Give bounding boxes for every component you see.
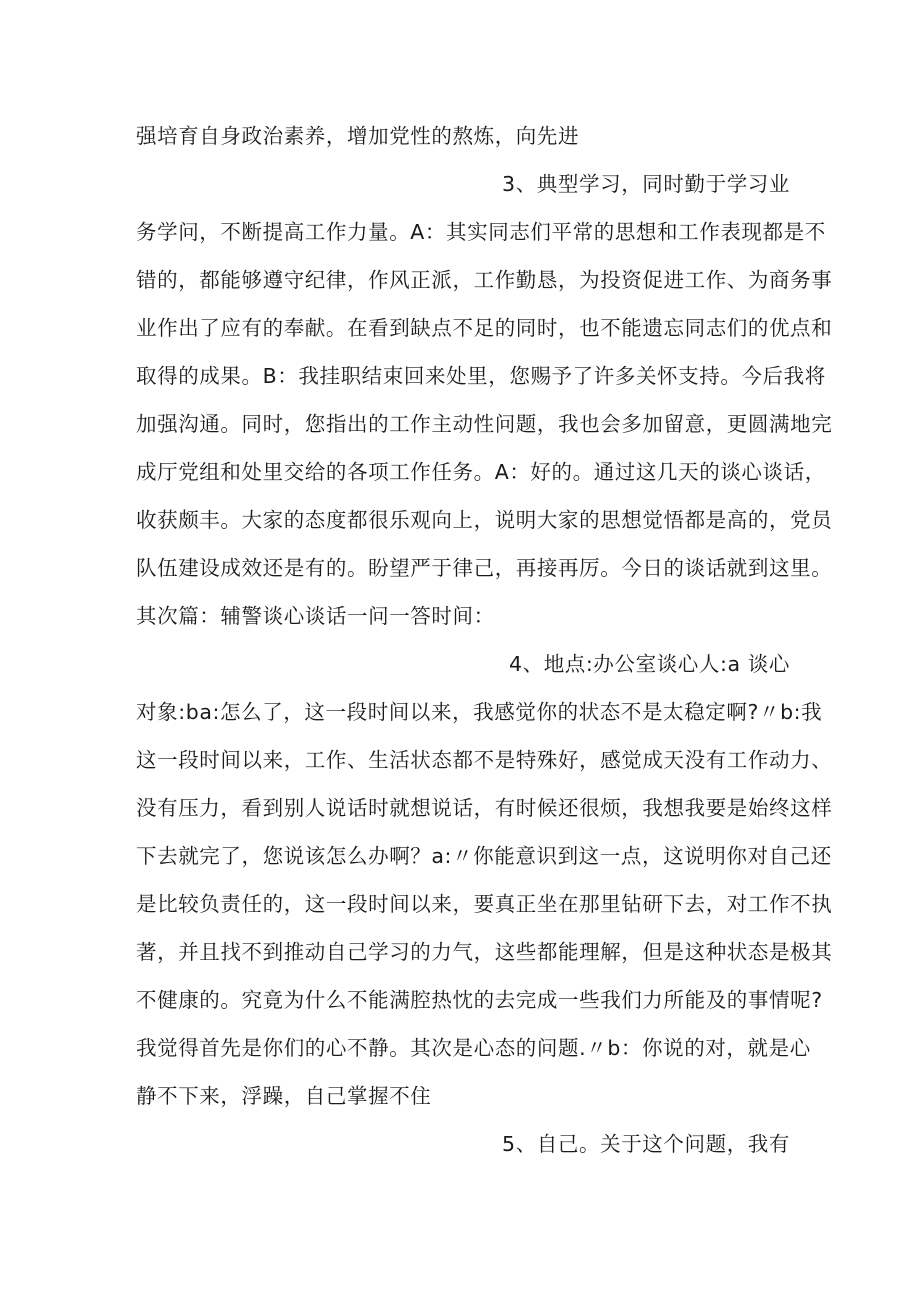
text-line: 强培育自身政治素养，增加党性的熬炼，向先进 [136,124,580,148]
text-line: 下去就完了，您说该怎么办啊？a:〃你能意识到这一点，这说明你对自己还 [136,844,832,868]
text-line: 其次篇：辅警谈心谈话一问一答时间： [136,604,495,628]
text-line: 4、地点:办公室谈心人:a 谈心 [508,652,790,676]
text-line: 取得的成果。B：我挂职结束回来处里，您赐予了许多关怀支持。今后我将 [136,364,826,388]
text-line: 静不下来，浮躁，自己掌握不住 [136,1084,432,1108]
text-line: 我觉得首先是你们的心不静。其次是心态的问题.〃b：你说的对，就是心 [136,1036,811,1060]
text-line: 队伍建设成效还是有的。盼望严于律己，再接再厉。今日的谈话就到这里。 [136,556,833,580]
text-line: 是比较负责任的，这一段时间以来，要真正坐在那里钻研下去，对工作不执 [136,892,833,916]
text-line: 3、典型学习，同时勤于学习业 [502,172,790,196]
text-line: 成厅党组和处里交给的各项工作任务。A：好的。通过这几天的谈心谈话， [136,460,826,484]
text-line: 著，并且找不到推动自己学习的力气，这些都能理解，但是这种状态是极其 [136,940,833,964]
text-line: 加强沟通。同时，您指出的工作主动性问题，我也会多加留意，更圆满地完 [136,412,833,436]
text-line: 收获颇丰。大家的态度都很乐观向上，说明大家的思想觉悟都是高的，党员 [136,508,833,532]
text-line: 错的，都能够遵守纪律，作风正派，工作勤恳，为投资促进工作、为商务事 [136,268,833,292]
text-line: 对象:ba:怎么了，这一段时间以来，我感觉你的状态不是太稳定啊?〃b:我 [136,700,823,724]
text-line: 业作出了应有的奉献。在看到缺点不足的同时，也不能遗忘同志们的优点和 [136,316,833,340]
text-line: 没有压力，看到别人说话时就想说话，有时候还很烦，我想我要是始终这样 [136,796,833,820]
text-line: 5、自己。关于这个问题，我有 [502,1132,790,1156]
text-line: 务学问，不断提高工作力量。A：其实同志们平常的思想和工作表现都是不 [136,220,826,244]
text-line: 这一段时间以来，工作、生活状态都不是特殊好，感觉成天没有工作动力、 [136,748,833,772]
text-line: 不健康的。究竟为什么不能满腔热忱的去完成一些我们力所能及的事情呢? [136,988,823,1012]
